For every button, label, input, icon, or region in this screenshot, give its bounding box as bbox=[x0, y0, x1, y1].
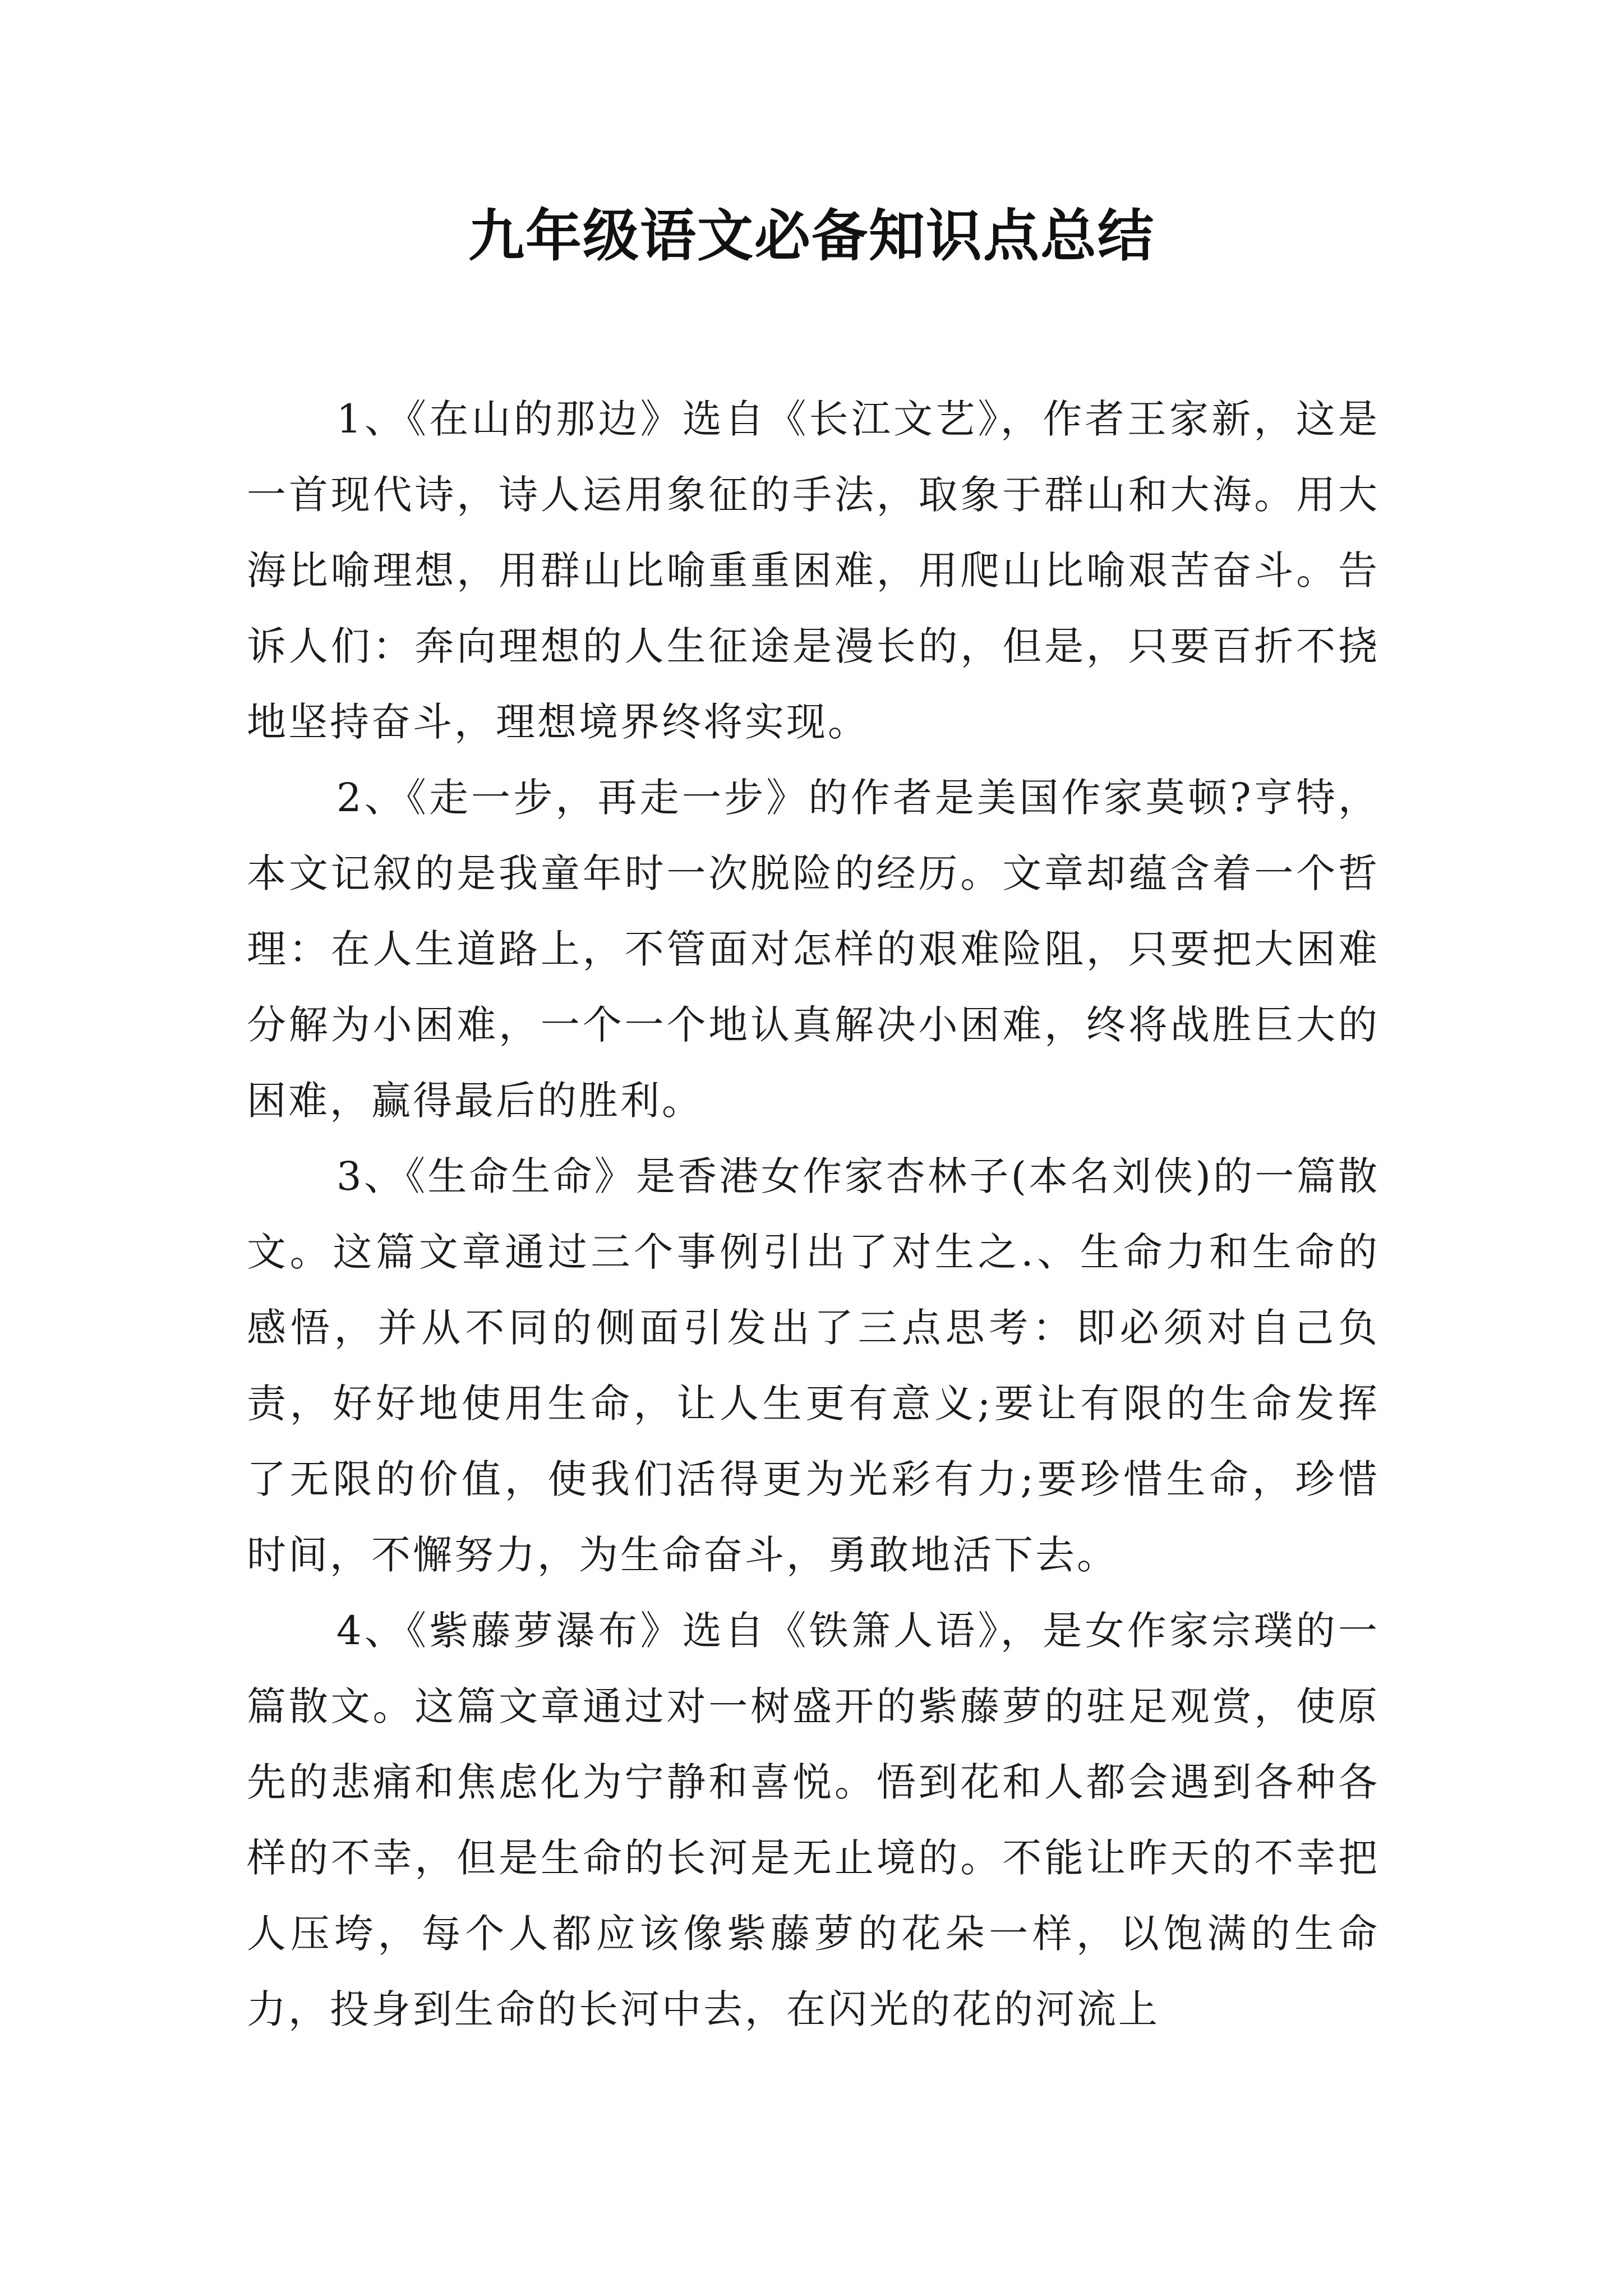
document-body bbox=[247, 381, 1380, 2047]
paragraph-1: 1、《在山的那边》选自《长江文艺》，作者王家新，这是一首现代诗，诗人运用象征的手法，取象于群山和大海。用大海比喻理想，用群山比喻重重困难，用爬山比喻艰苦奋斗。告诉人们：奔向理想的人生征途是漫长的，但是，只要百折不挠地坚持奋斗，理想境界终将实现。 bbox=[247, 396, 1380, 745]
document-title: 九年级语文必备知识点总结 bbox=[468, 203, 1155, 269]
paragraph-4: 4、《紫藤萝瀑布》选自《铁箫人语》，是女作家宗璞的一篇散文。这篇文章通过对一树盛开的紫藤萝的驻足观赏，使原先的悲痛和焦虑化为宁静和喜悦。悟到花和人都会遇到各种各样的不幸，但是生命的长河是无止境的。不能让昨天的不幸把人压垮，每个人都应该像紫藤萝的花朵一样，以饱满的生命力，投身到生命的长河中去，在闪光的花的河流上 bbox=[247, 1608, 1380, 2032]
paragraph-3: 3、《生命生命》是香港女作家杏林子(本名刘侠)的一篇散文。这篇文章通过三个事例引出了对生之.、生命力和生命的感悟，并从不同的侧面引发出了三点思考：即必须对自己负责，好好地使用生命，让人生更有意义;要让有限的生命发挥了无限的价值，使我们活得更为光彩有力;要珍惜生命，珍惜时间，不懈努力，为生命奋斗，勇敢地活下去。 bbox=[247, 1153, 1380, 1578]
paragraph-2: 2、《走一步，再走一步》的作者是美国作家莫顿?亨特，本文记叙的是我童年时一次脱险的经历。文章却蕴含着一个哲理：在人生道路上，不管面对怎样的艰难险阻，只要把大困难分解为小困难，一个一个地认真解决小困难，终将战胜巨大的困难，赢得最后的胜利。 bbox=[247, 775, 1380, 1124]
